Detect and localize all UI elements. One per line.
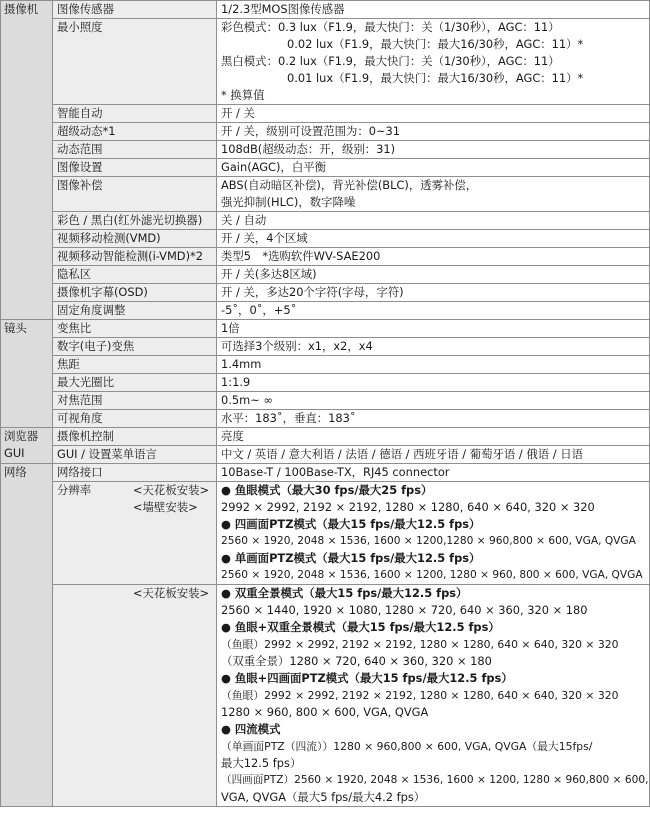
item-value (217, 302, 650, 320)
item-value (217, 212, 650, 230)
spec-row (1, 248, 650, 266)
item-label: 固定角度调整 (53, 302, 217, 320)
value-line: 1:1.9 (221, 375, 251, 389)
spec-row (1, 212, 650, 230)
mode-res: 2560 × 1920, 2048 × 1536, 1600 × 1200, 1280 × 960, 800 × 600, VGA, QVGA (221, 569, 643, 581)
item-value (217, 338, 650, 356)
value-line: 关 / 自动 (221, 213, 267, 227)
value-line: 中文 / 英语 / 意大利语 / 法语 / 德语 / 西班牙语 / 葡萄牙语 / 俄语 / 日语 (221, 447, 584, 461)
resolution-label-cell (53, 482, 217, 585)
category-line: 浏览器 (4, 429, 39, 443)
item-label: 视频移动检测(VMD) (53, 230, 217, 248)
item-value (217, 392, 650, 410)
resolution-label-row (57, 499, 212, 516)
spacer (57, 585, 129, 602)
mode-res: 2560 × 1440, 1920 × 1080, 1280 × 720, 640 × 360, 320 × 180 (221, 603, 588, 617)
item-value: 10Base-T / 100Base-TX，RJ45 connector (217, 464, 650, 482)
item-value (217, 284, 650, 302)
value-line: -5˚，0˚，+5˚ (221, 303, 297, 317)
spec-row (1, 374, 650, 392)
item-label: 图像补偿 (53, 177, 217, 212)
spec-row-resolution (1, 482, 650, 585)
item-label: 视频移动智能检测(i-VMD)*2 (53, 248, 217, 266)
mode-res: VGA, QVGA（最大5 fps/最大4.2 fps） (221, 790, 426, 804)
item-value (217, 105, 650, 123)
spec-row (1, 284, 650, 302)
item-value (217, 141, 650, 159)
mode-title: ● 双重全景模式（最大15 fps/最大12.5 fps） (221, 586, 468, 600)
item-label: 图像传感器 (53, 1, 217, 19)
item-label: 动态范围 (53, 141, 217, 159)
mode-title: ● 四画面PTZ模式（最大15 fps/最大12.5 fps） (221, 517, 481, 531)
item-label: 最小照度 (53, 19, 217, 105)
item-label: 网络接口 (53, 464, 217, 482)
value-line: 1/2.3型MOS图像传感器 (221, 2, 345, 16)
spec-row (1, 320, 650, 338)
item-value (217, 159, 650, 177)
value-line: 彩色模式：0.3 lux（F1.9，最大快门：关（1/30秒），AGC：11） (221, 20, 560, 34)
item-value (217, 428, 650, 446)
item-value (217, 248, 650, 266)
spec-row (1, 410, 650, 428)
mode-title: ● 鱼眼+双重全景模式（最大15 fps/最大12.5 fps） (221, 620, 500, 634)
item-value (217, 320, 650, 338)
spec-row (1, 266, 650, 284)
item-value (217, 230, 650, 248)
spec-row (1, 392, 650, 410)
resolution-value (217, 482, 650, 585)
item-label: 摄像机控制 (53, 428, 217, 446)
category-camera: 摄像机 (1, 1, 53, 320)
item-label: 最大光圈比 (53, 374, 217, 392)
item-label: GUI / 设置菜单语言 (53, 446, 217, 464)
value-line: 强光抑制(HLC)，数字降噪 (221, 195, 356, 209)
mode-res: 最大12.5 fps） (221, 756, 302, 770)
mode-title: ● 单画面PTZ模式（最大15 fps/最大12.5 fps） (221, 551, 481, 565)
item-value (217, 374, 650, 392)
mode-res: 2560 × 1920, 2048 × 1536, 1600 × 1200,1280 × 960,800 × 600, VGA, QVGA (221, 535, 636, 547)
value-line: Gain(AGC)，白平衡 (221, 160, 327, 174)
spec-row (1, 177, 650, 212)
value-line: 开 / 关，级别可设置范围为：0~31 (221, 124, 401, 138)
mode-title: ● 四流模式 (221, 722, 281, 736)
item-value (217, 266, 650, 284)
spec-row-image-sensor (1, 1, 650, 19)
spec-row (1, 338, 650, 356)
spec-table-body (1, 1, 650, 807)
item-label: 智能自动 (53, 105, 217, 123)
value-line: 0.01 lux（F1.9，最大快门：最大16/30秒，AGC：11）* (287, 71, 584, 85)
item-value (217, 356, 650, 374)
mode-res: （双重全景）1280 × 720, 640 × 360, 320 × 180 (221, 654, 492, 668)
spec-row (1, 123, 650, 141)
item-label: 数字(电子)变焦 (53, 338, 217, 356)
item-label: 隐私区 (53, 266, 217, 284)
value-line: 开 / 关，4个区域 (221, 231, 308, 245)
resolution-value (217, 585, 650, 807)
resolution-label-row (57, 482, 212, 499)
item-value (217, 19, 650, 105)
mode-res: 1280 × 960, 800 × 600, VGA, QVGA (221, 705, 429, 719)
category-lens: 镜头 (1, 320, 53, 428)
value-line: 开 / 关 (221, 106, 255, 120)
value-line: 108dB(超级动态：开，级别：31) (221, 142, 396, 156)
value-line: 水平：183˚，垂直：183˚ (221, 411, 356, 425)
spec-row (1, 446, 650, 464)
value-line: 类型5 *选购软件WV-SAE200 (221, 249, 381, 263)
mode-title: ● 鱼眼+四画面PTZ模式（最大15 fps/最大12.5 fps） (221, 671, 513, 685)
mount-ceiling-label: <天花板安装> (133, 586, 210, 600)
item-label: 可视角度 (53, 410, 217, 428)
mode-res: （四画面PTZ）2560 × 1920, 2048 × 1536, 1600 × 1200, 1280 × 960,800 × 600, (221, 774, 649, 786)
item-label: 变焦比 (53, 320, 217, 338)
mount-wall-label: <墙壁安装> (133, 500, 198, 514)
spec-row-network-interface (1, 464, 650, 482)
spec-row (1, 230, 650, 248)
value-line: 开 / 关(多达8区域) (221, 267, 317, 281)
spec-row-resolution-2 (1, 585, 650, 807)
category-browser-gui (1, 428, 53, 464)
item-value (217, 1, 650, 19)
item-label: 超级动态*1 (53, 123, 217, 141)
spec-row (1, 302, 650, 320)
value-line: 0.5m~ ∞ (221, 393, 273, 407)
value-line: 1倍 (221, 321, 240, 335)
resolution-label-row (57, 585, 212, 602)
value-line: 1.4mm (221, 357, 262, 371)
item-label: 对焦范围 (53, 392, 217, 410)
item-value (217, 177, 650, 212)
mode-res: 2992 × 2992, 2192 × 2192, 1280 × 1280, 640 × 640, 320 × 320 (221, 500, 595, 514)
item-label: 焦距 (53, 356, 217, 374)
spec-row (1, 428, 650, 446)
item-value (217, 410, 650, 428)
item-label: 摄像机字幕(OSD) (53, 284, 217, 302)
item-value (217, 123, 650, 141)
value-line: 可选择3个级别：x1，x2，x4 (221, 339, 373, 353)
item-label: 图像设置 (53, 159, 217, 177)
value-line: ABS(自动暗区补偿)，背光补偿(BLC)，透雾补偿， (221, 178, 478, 192)
spec-row-min-illumination (1, 19, 650, 105)
value-line: 0.02 lux（F1.9，最大快门：最大16/30秒，AGC：11）* (287, 37, 584, 51)
item-label: 彩色 / 黑白(红外滤光切换器) (53, 212, 217, 230)
spec-row (1, 159, 650, 177)
category-line: GUI (4, 446, 25, 460)
spec-row (1, 141, 650, 159)
resolution-label: 分辨率 (57, 483, 92, 497)
value-line: 亮度 (221, 429, 244, 443)
value-line: 黑白模式：0.2 lux（F1.9，最大快门：关（1/30秒），AGC：11） (221, 54, 560, 68)
spacer (57, 499, 129, 516)
mode-res: （鱼眼）2992 × 2992, 2192 × 2192, 1280 × 1280, 640 × 640, 320 × 320 (221, 638, 619, 651)
category-network: 网络 (1, 464, 53, 807)
resolution-label-cell (53, 585, 217, 807)
item-value (217, 446, 650, 464)
value-line: * 换算值 (221, 88, 265, 102)
spec-row (1, 105, 650, 123)
value-line: 开 / 关，多达20个字符(字母，字符) (221, 285, 404, 299)
mode-res: （鱼眼）2992 × 2992, 2192 × 2192, 1280 × 1280, 640 × 640, 320 × 320 (221, 689, 619, 702)
spec-row (1, 356, 650, 374)
mode-title: ● 鱼眼模式（最大30 fps/最大25 fps） (221, 483, 433, 497)
mode-res: （单画面PTZ（四流））1280 × 960,800 × 600, VGA, QVGA（最大15fps/ (221, 740, 593, 753)
mount-ceiling-label: <天花板安装> (133, 483, 210, 497)
